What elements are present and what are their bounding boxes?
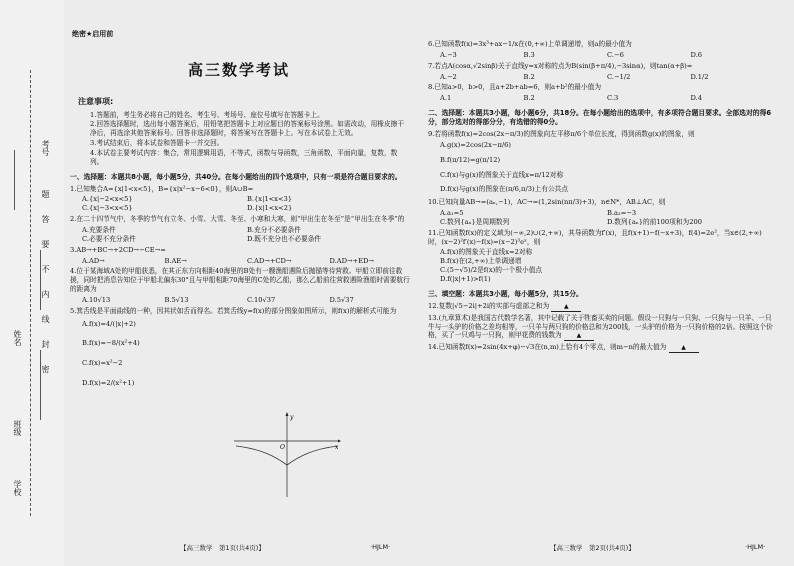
option-d: D.既不充分也不必要条件: [247, 234, 322, 243]
x-axis-arrow: [338, 440, 341, 443]
page-2-footer: 【高三数学 第2页(共4页)】: [550, 544, 635, 552]
option-a: A.AD→: [82, 256, 105, 265]
exam-number-line: [14, 150, 15, 210]
option-d: D.f(|x|+1)>f(1): [440, 274, 491, 283]
notes-heading: 注意事项:: [78, 97, 114, 107]
question-7: 7.若点A(cosα,√2sinβ)关于直线y=x对称的点为B(sin(β+π/4),−3sinα)，则tan(α+β)=: [428, 61, 693, 70]
option-c: C.f(x)与g(x)的图象关于直线x=π/12对称: [440, 170, 564, 179]
note-item: 1.答题前，考生务必将自己的姓名、考生号、考场号、座位号填写在答题卡上。: [90, 110, 324, 119]
seal-char-yao: 要: [41, 240, 50, 248]
option-b: B.f(x)=−8/(x²+4): [82, 339, 140, 348]
page-2-footer-code: ·HJLM·: [745, 543, 766, 551]
option-c: C.10√37: [247, 295, 276, 304]
question-6-options: [440, 51, 774, 60]
option-d: D.{x|1<x<2}: [247, 204, 293, 213]
option-a: A.−3: [440, 50, 457, 59]
question-1: 1.已知集合A={x|1<x<5}，B={x|x²−x−6<0}，则A∪B=: [70, 184, 254, 193]
option-c: C.AD→+CD→: [247, 256, 292, 265]
option-b: B.2: [523, 94, 535, 103]
question-14-text: 14.已知函数f(x)=2sin(4x+φ)−√3在(n,m)上恰有4个零点，则m−n的最大值为: [428, 343, 667, 352]
question-6: 6.已知函数f(x)=3x³+ax−1/x在(0,+∞)上单调递增，则a的最小值为: [428, 40, 632, 48]
option-d: D.6: [690, 50, 703, 59]
question-12-text: 12.复数|√5−2i|+2i的实部与虚部之和为: [428, 301, 550, 310]
question-10-options: [440, 209, 774, 227]
question-14: [428, 343, 774, 353]
option-a: A.f(x)=4/(|x|+2): [82, 319, 136, 328]
option-d: D.f(x)与g(x)的图象在(π/6,π/3)上有公共点: [440, 185, 569, 194]
option-b: B.2: [523, 72, 535, 81]
seal-char-xian: 线: [41, 315, 50, 323]
question-1-options: [82, 195, 412, 213]
confidential-mark: 绝密★启用前: [72, 30, 114, 38]
margin-label-exam-number: 考号: [41, 140, 50, 156]
question-2: 2.在二十四节气中，冬季的节气有立冬、小雪、大雪、冬至、小寒和大寒，则“甲出生在冬至”是“甲出生在冬季”的: [70, 215, 405, 224]
question-7-options: [440, 73, 774, 82]
margin-label-class: 班级: [13, 420, 22, 436]
x-label: x: [335, 444, 339, 451]
option-c: C.数列{aₙ}是周期数列: [440, 217, 510, 226]
option-b: B.f(π/12)=g(π/12): [440, 155, 501, 164]
option-a: A.10√13: [82, 295, 111, 304]
option-d: D.AD→+ED→: [329, 256, 374, 265]
option-d: D.数列{aₙ}的前100项和为200: [607, 217, 702, 226]
option-a: A.1: [440, 94, 452, 103]
option-c: C.f(x)=x²−2: [82, 359, 123, 368]
seal-char-nei: 内: [41, 290, 50, 298]
option-b: B.3: [523, 50, 535, 59]
option-c: C.−6: [607, 50, 624, 59]
name-line: [40, 250, 41, 310]
option-b: B.充分不必要条件: [247, 225, 301, 234]
question-11-options: [440, 248, 774, 283]
question-13: [428, 314, 774, 342]
y-axis-arrow: [286, 412, 289, 416]
option-b: B.f(x)在(2,+∞)上单调递增: [440, 257, 522, 266]
answer-blank: ▲: [669, 344, 699, 353]
seal-char-da: 答: [41, 215, 50, 223]
section-3-heading: 三、填空题：本题共3小题，每小题5分，共15分。: [428, 289, 583, 298]
option-d: D.f(x)=2/(x²+1): [82, 379, 135, 388]
option-c: C.(5−√5)/2是f(x)的一个极小值点: [440, 266, 543, 275]
question-10: 10.已知向量AB→=(aₙ,−1)，AC→=(1,2sin(nπ/3)+3)，n∈N*，AB⊥AC，则: [428, 198, 666, 207]
option-a: A.{x|−2<x<5}: [82, 195, 133, 204]
option-c: C.−1/2: [607, 72, 631, 81]
option-d: D.5√37: [329, 295, 354, 304]
question-9-options: [440, 141, 774, 194]
note-item: 3.考试结束后，将本试卷和答题卡一并交回。: [90, 139, 224, 148]
option-b: B.{x|1<x<3}: [247, 195, 293, 204]
option-b: B.AE→: [164, 256, 187, 265]
question-11: 11.已知函数f(x)的定义域为(−∞,2)∪(2,+∞)，其导函数为f′(x)，且f(x+1)−f(−x+3)，f(4)=2e²，当x∈(2,+∞)时，(x−2)²f′(x)−f(x)=(x−2)³eˣ，则: [428, 228, 762, 246]
exam-page-2: [424, 40, 774, 550]
seal-char-feng: 封: [41, 340, 50, 348]
option-c: C.3: [607, 94, 619, 103]
question-4: 4.位于某海域A处的甲船获悉，在其正东方向相距40海里的B处有一艘渔船遇险后抛锚等待营救。甲船立即前往救援，同时把消息告知位于甲船北偏东30°且与甲船相距70海里的C处的乙船，那么乙船前往营救遇险渔船时需要航行的距离为: [70, 267, 410, 294]
question-13-text: 13.(九章算术)是我国古代数学名著，其中记载了关于牲畜买卖的问题。假设一只狗与一只狗、一只狗与一只羊、一只牛与一头驴的价格之差均相等，一只羊与两只狗的价格总和为200钱，一头驴的价格为一只狗价格的2倍。按照这个价格，买了一只鸡与一只狗，则甲花费的钱数为: [428, 313, 773, 340]
option-d: D.1/2: [690, 72, 709, 81]
option-b: B.a₂=−3: [607, 209, 637, 218]
option-a: A.−2: [440, 72, 457, 81]
seal-char-ti: 题: [41, 190, 50, 198]
option-d: D.4: [690, 94, 703, 103]
answer-blank: ▲: [551, 303, 581, 312]
section-1-heading: 一、选择题：本题共8小题，每小题5分，共40分。在每小题给出的四个选项中，只有一项是符合题目要求的。: [70, 172, 402, 181]
margin-label-school: 学校: [13, 480, 22, 496]
question-4-options: [82, 296, 412, 305]
y-label: y: [290, 414, 294, 421]
witch-curve-graph: [232, 411, 342, 501]
option-c: C.必要不充分条件: [82, 234, 136, 243]
note-item: 4.本试卷主要考试内容：集合，常用逻辑用语，不等式，函数与导函数，三角函数，平面向量，复数，数列。: [90, 148, 398, 166]
question-8-options: [440, 94, 774, 103]
question-8: 8.已知a>0，b>0，且a+2b+ab=6，则a+b²的最小值为: [428, 83, 602, 92]
class-line: [40, 350, 41, 420]
page-1-footer: 【高三数学 第1页(共4页)】: [180, 544, 265, 552]
seal-char-mi: 密: [41, 365, 50, 373]
page-1-footer-code: ·HJLM·: [370, 543, 391, 551]
question-5-options: [82, 320, 412, 388]
question-2-options: [82, 226, 412, 244]
question-3: 3.AB→+BC→+2CD→−CE→=: [70, 245, 166, 254]
option-a: A.充要条件: [82, 225, 116, 234]
seal-char-bu: 不: [41, 265, 50, 273]
option-a: A.f(x)的图象关于直线x=2对称: [440, 248, 533, 257]
question-3-options: [82, 257, 412, 266]
note-item: 2.回答选择题时，选出每小题答案后，用铅笔把答题卡上对应题目的答案标号涂黑。如需改动，用橡皮擦干净后，再选涂其他答案标号。回答非选择题时，将答案写在答题卡上。写在本试卷上无效。: [90, 120, 405, 138]
seal-dashed-line: [30, 70, 31, 516]
exam-title: 高三数学考试: [187, 61, 290, 80]
option-c: C.{x|−3<x<5}: [82, 204, 133, 213]
question-12: [428, 302, 774, 312]
option-b: B.5√13: [164, 295, 189, 304]
option-a: A.g(x)=2cos(2x−π/6): [440, 140, 512, 149]
binding-margin: [0, 0, 64, 566]
question-5: 5.箕舌线是平面曲线的一种，因其状如舌而得名。若箕舌线y=f(x)的部分图象如图所示，则f(x)的解析式可能为: [70, 306, 397, 315]
origin-label: O: [280, 444, 285, 451]
margin-label-name: 姓名: [13, 330, 22, 346]
question-9: 9.若将函数f(x)=2cos(2x−π/3)的图象向左平移π/6个单位长度，得到函数g(x)的图象，则: [428, 130, 695, 138]
answer-blank: ▲: [564, 332, 594, 341]
option-a: A.a₁=5: [440, 209, 464, 218]
section-2-heading: 二、选择题：本题共3小题，每小题6分，共18分。在每小题给出的选项中，有多项符合题目要求。全部选对的得6分，部分选对的得部分分，有选错的得0分。: [428, 109, 772, 127]
